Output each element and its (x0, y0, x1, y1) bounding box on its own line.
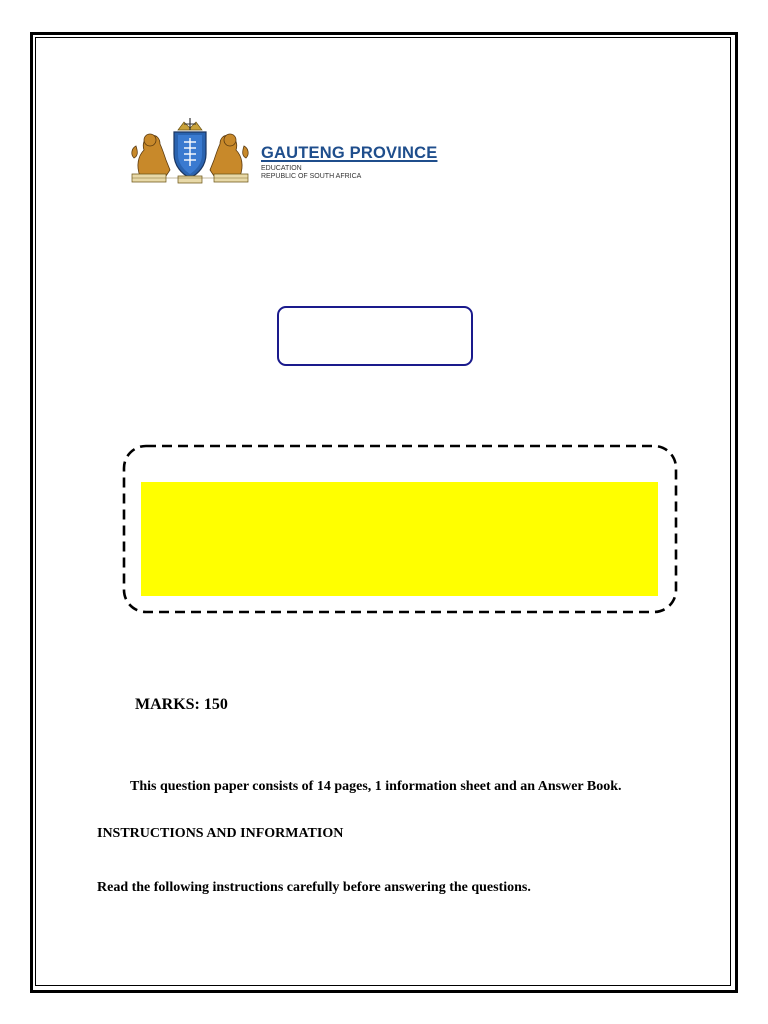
logo-text (261, 144, 471, 181)
marks-label: MARKS: 150 (135, 696, 228, 713)
grade-box (277, 306, 473, 366)
read-instructions-line: Read the following instructions carefully before answering the questions. (97, 880, 531, 895)
logo-subtitle-education: EDUCATION (261, 165, 302, 172)
logo-subtitle-country: REPUBLIC OF SOUTH AFRICA (261, 173, 362, 180)
page-count-statement: This question paper consists of 14 pages, 1 information sheet and an Answer Book. (130, 779, 622, 794)
logo-title: GAUTENG PROVINCE (261, 144, 438, 162)
title-highlight-band (141, 482, 658, 596)
instructions-heading: INSTRUCTIONS AND INFORMATION (97, 826, 344, 841)
coat-of-arms-icon (126, 118, 254, 184)
gauteng-logo (126, 118, 466, 184)
